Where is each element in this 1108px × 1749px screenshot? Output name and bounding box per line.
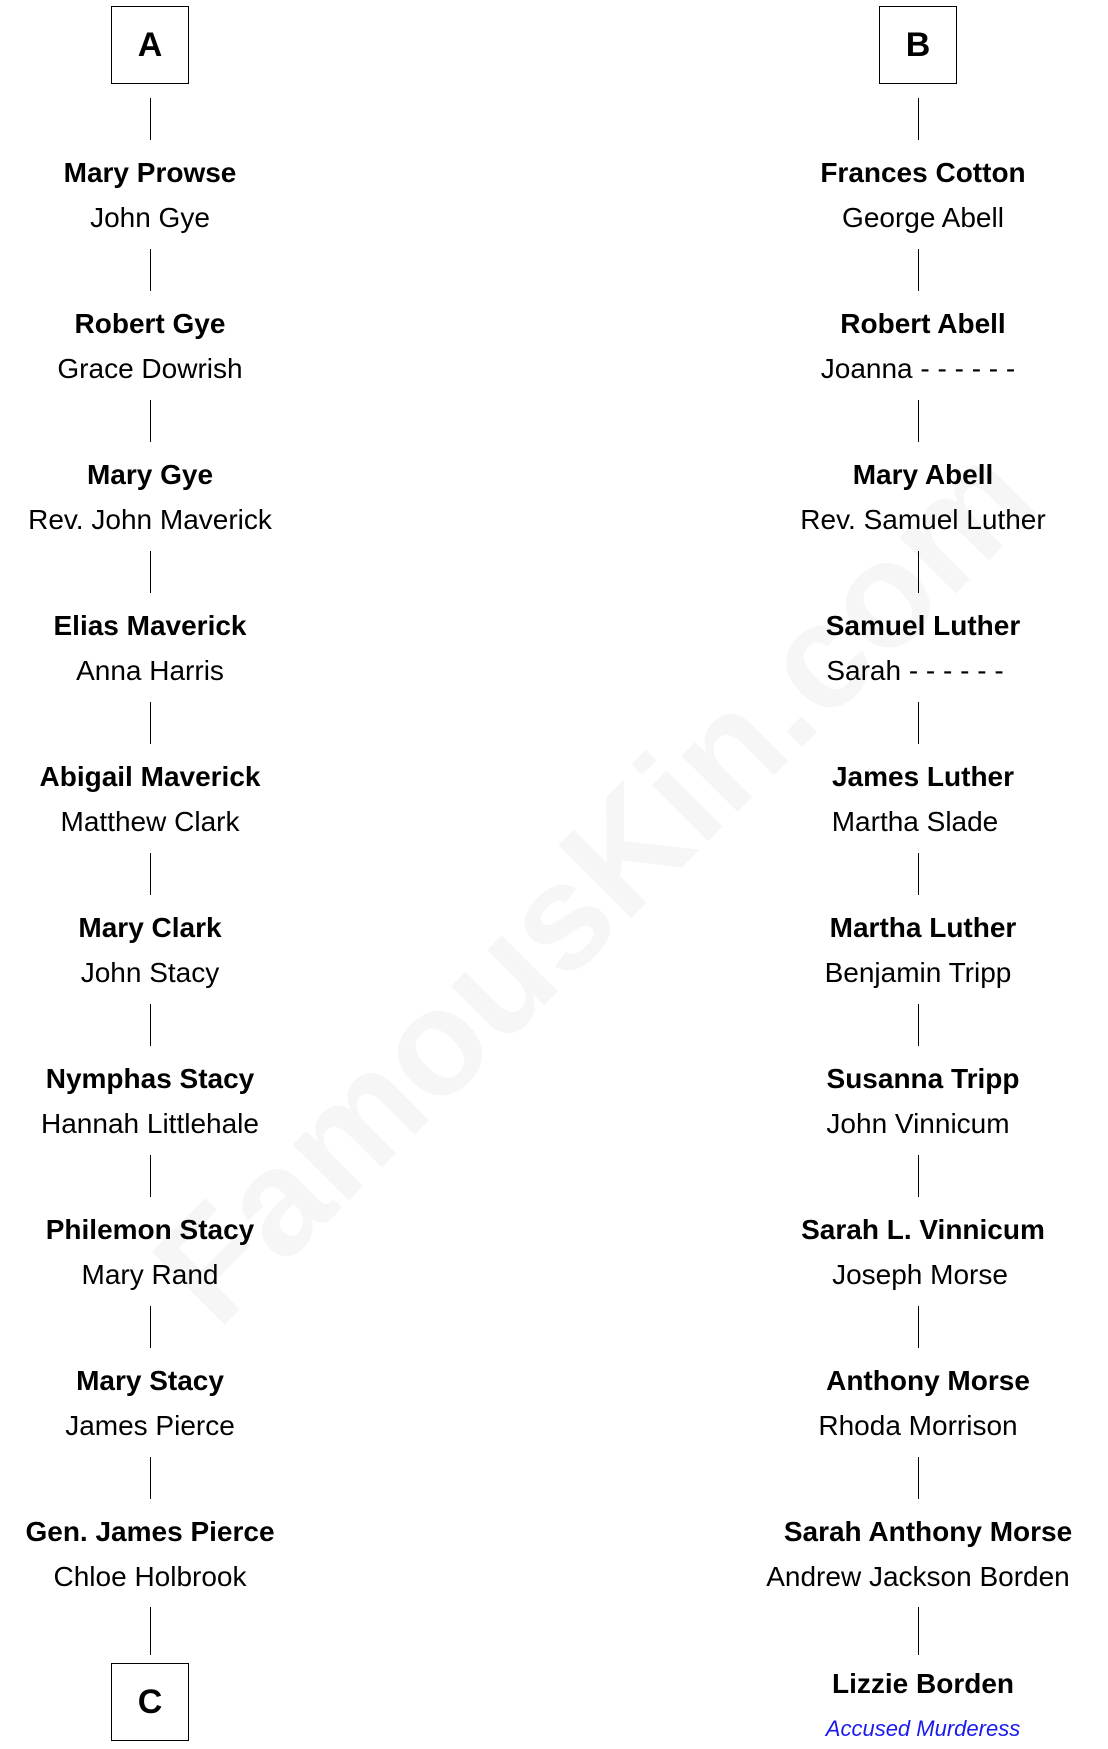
ancestor-name: Anthony Morse (826, 1365, 1030, 1396)
spouse-name: Joseph Morse (832, 1259, 1008, 1290)
spouse-name: Chloe Holbrook (53, 1561, 247, 1592)
ancestor-name: Frances Cotton (820, 157, 1026, 188)
ancestor-name: Philemon Stacy (45, 1214, 255, 1245)
spouse-name: Mary Rand (81, 1259, 219, 1290)
ancestor-name: Mary Clark (78, 912, 222, 943)
connector-line (150, 551, 151, 593)
connector-line (918, 1457, 919, 1499)
box-a (111, 6, 189, 84)
spouse-name: Grace Dowrish (57, 353, 243, 384)
connector-line (150, 853, 151, 895)
ancestor-name: Nymphas Stacy (45, 1063, 255, 1094)
box-c (111, 1663, 189, 1741)
ancestor-name: Mary Gye (86, 459, 214, 490)
ancestor-name: Samuel Luther (825, 610, 1021, 641)
spouse-name: Martha Slade (831, 806, 999, 837)
box-b-label: B (905, 25, 931, 64)
ancestor-name: Susanna Tripp (826, 1063, 1020, 1094)
ancestor-name: Martha Luther (829, 912, 1017, 943)
spouse-name: John Stacy (80, 957, 220, 988)
connector-line (150, 1155, 151, 1197)
connector-line (150, 400, 151, 442)
spouse-name: Benjamin Tripp (824, 957, 1012, 988)
connector-line (918, 1607, 919, 1655)
spouse-name: George Abell (842, 202, 1004, 233)
ancestor-name: James Luther (831, 761, 1015, 792)
connector-line (150, 1004, 151, 1046)
ancestor-name: Mary Abell (852, 459, 994, 490)
connector-line (150, 702, 151, 744)
connector-line (150, 1457, 151, 1499)
connector-line (918, 853, 919, 895)
spouse-name: Andrew Jackson Borden (766, 1561, 1070, 1592)
spouse-name: John Vinnicum (826, 1108, 1010, 1139)
connector-line (150, 1306, 151, 1348)
connector-line (918, 551, 919, 593)
connector-line (918, 1306, 919, 1348)
connector-line (150, 98, 151, 140)
connector-line (150, 1607, 151, 1655)
connector-line (150, 249, 151, 291)
ancestor-name: Gen. James Pierce (25, 1516, 275, 1547)
final-descendant-note: Accused Murderess (825, 1716, 1021, 1741)
spouse-name: Sarah - - - - - - (826, 655, 1004, 686)
spouse-name: Rev. Samuel Luther (800, 504, 1046, 535)
connector-line (918, 400, 919, 442)
ancestor-name: Abigail Maverick (39, 761, 261, 792)
spouse-name: Hannah Littlehale (41, 1108, 259, 1139)
connector-line (918, 1004, 919, 1046)
spouse-name: Anna Harris (76, 655, 224, 686)
connector-line (918, 98, 919, 140)
box-a-label: A (137, 25, 163, 64)
spouse-name: James Pierce (65, 1410, 235, 1441)
ancestor-name: Sarah L. Vinnicum (801, 1214, 1045, 1245)
ancestor-name: Sarah Anthony Morse (783, 1516, 1073, 1547)
spouse-name: Rhoda Morrison (818, 1410, 1018, 1441)
ancestor-name: Robert Abell (840, 308, 1006, 339)
ancestor-name: Mary Prowse (63, 157, 237, 188)
spouse-name: Joanna - - - - - - (820, 353, 1016, 384)
spouse-name: Matthew Clark (60, 806, 240, 837)
ancestor-name: Mary Stacy (76, 1365, 224, 1396)
connector-line (918, 249, 919, 291)
spouse-name: John Gye (90, 202, 210, 233)
spouse-name: Rev. John Maverick (28, 504, 272, 535)
box-b (879, 6, 957, 84)
box-c-label: C (137, 1682, 163, 1721)
ancestor-name: Elias Maverick (53, 610, 247, 641)
connector-line (918, 1155, 919, 1197)
final-descendant-name: Lizzie Borden (831, 1668, 1014, 1699)
ancestor-name: Robert Gye (74, 308, 226, 339)
connector-line (918, 702, 919, 744)
